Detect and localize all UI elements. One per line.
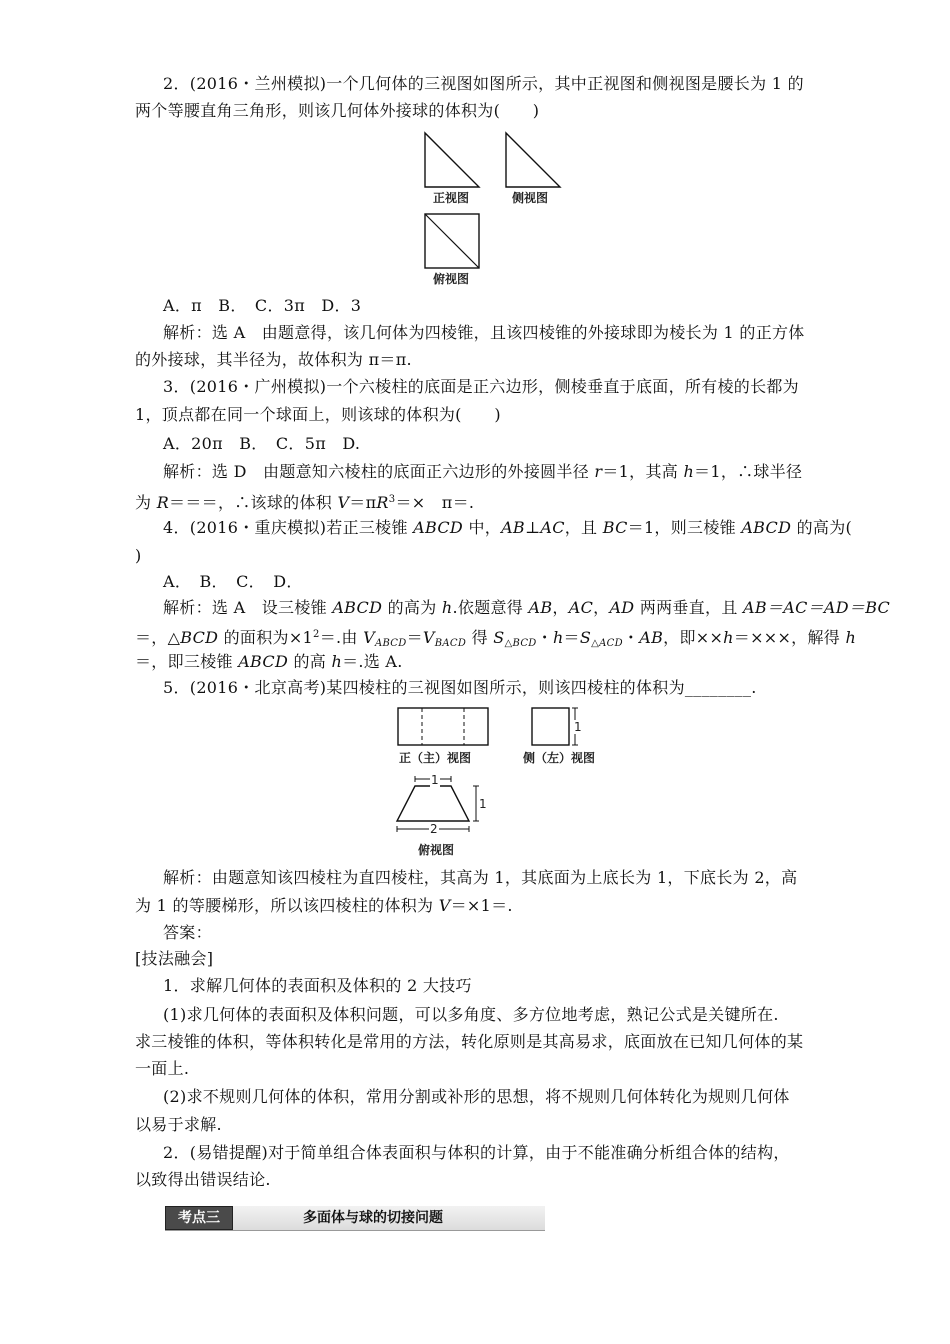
- q5-top-dim-upper-1: 1: [431, 773, 439, 787]
- q2-front-view-label: 正视图: [433, 191, 470, 205]
- q5-solution-line1: 解析：由题意知该四棱柱为直四棱柱，其高为 1，其底面为上底长为 1，下底长为 2，高: [163, 868, 798, 887]
- q3-options: A．20π B． C．5π D.: [163, 434, 361, 453]
- skills-p1-line2: 求三棱锥的体积，等体积转化是常用的方法，转化原则是其高易求，底面放在已知几何体的某: [135, 1032, 804, 1051]
- q2-top-view-diagonal: [425, 214, 479, 268]
- section-tag: 考点三: [165, 1206, 233, 1230]
- q2-solution-line2: 的外接球，其半径为，故体积为 π＝π.: [135, 350, 412, 369]
- section-header-bar: [165, 1206, 545, 1231]
- skills-p1-line1: (1)求几何体的表面积及体积问题，可以多角度、多方位地考虑，熟记公式是关键所在.: [163, 1005, 779, 1024]
- q4-solution-line3: ＝，即三棱锥 ABCD 的高 h＝.选 A.: [135, 652, 403, 671]
- skills-p2-line2: 以易于求解.: [135, 1115, 222, 1134]
- section-title: 多面体与球的切接问题: [303, 1210, 443, 1226]
- q4-stem-line1: 4．(2016・重庆模拟)若正三棱锥 ABCD 中，AB⊥AC，且 BC＝1，则三棱锥 ABCD 的高为(: [163, 518, 853, 537]
- q2-stem-line1: 2．(2016・兰州模拟)一个几何体的三视图如图所示，其中正视图和侧视图是腰长为 1 的: [163, 74, 804, 93]
- q3-stem-line1: 3．(2016・广州模拟)一个六棱柱的底面是正六边形，侧棱垂直于底面，所有棱的长都为: [163, 377, 799, 396]
- q2-options: A．π B． C．3π D．3: [163, 296, 362, 315]
- q3-solution-line2: 为 R＝＝＝，∴该球的体积 $V=\pi R^3=\times$ π＝.: [135, 493, 475, 512]
- skills-p2-line1: (2)求不规则几何体的体积，常用分割或补形的思想，将不规则几何体转化为规则几何体: [163, 1087, 790, 1106]
- skills-title: [技法融会]: [135, 949, 214, 968]
- q5-stem-line1: 5．(2016・北京高考)某四棱柱的三视图如图所示，则该四棱柱的体积为________.: [163, 678, 757, 697]
- q2-top-view-label: 俯视图: [433, 272, 470, 286]
- q3-stem-line2: 1，顶点都在同一个球面上，则该球的体积为( ): [135, 405, 501, 424]
- q4-stem-line2: ): [135, 546, 142, 565]
- q2-three-view-figure: [420, 128, 540, 288]
- q5-top-view-label: 俯视图: [418, 843, 455, 857]
- q5-solution-line2: 为 1 的等腰梯形，所以该四棱柱的体积为 V＝×1＝.: [135, 896, 513, 915]
- skills-item2-line1: 2．(易错提醒)对于简单组合体表面积与体积的计算，由于不能准确分析组合体的结构，: [163, 1143, 790, 1162]
- q5-answer: 答案：: [163, 923, 212, 942]
- q2-side-view-triangle: [506, 133, 560, 187]
- q5-front-view-rect: [398, 708, 488, 745]
- q5-side-dim-1: 1: [574, 720, 582, 734]
- q5-top-view-trapezoid: [397, 786, 469, 821]
- q4-options: A． B． C． D．: [163, 572, 303, 591]
- q5-front-view-label: 正（主）视图: [399, 751, 472, 765]
- q2-front-view-triangle: [425, 133, 479, 187]
- q2-solution-line1: 解析：选 A 由题意得，该几何体为四棱锥，且该四棱锥的外接球即为棱长为 1 的正方体: [163, 323, 805, 342]
- skills-item1: 1．求解几何体的表面积及体积的 2 大技巧: [163, 976, 472, 995]
- q5-top-dim-lower-2: 2: [430, 822, 438, 836]
- q3-solution-line1: 解析：选 D 由题意知六棱柱的底面正六边形的外接圆半径 r＝1，其高 h＝1，∴球半径: [163, 462, 803, 481]
- skills-item2-line2: 以致得出错误结论.: [135, 1170, 271, 1189]
- q5-three-view-figure: [380, 700, 620, 850]
- q4-solution-line1: 解析：选 A 设三棱锥 ABCD 的高为 h.依题意得 AB，AC，AD 两两垂直，且 AB＝AC＝AD＝BC: [163, 598, 891, 617]
- q5-side-view-label: 侧（左）视图: [523, 751, 596, 765]
- q5-top-dim-height-1: 1: [479, 797, 487, 811]
- q2-side-view-label: 侧视图: [512, 191, 549, 205]
- q5-side-view-rect: [532, 708, 569, 745]
- skills-p1-line3: 一面上.: [135, 1059, 190, 1078]
- q4-solution-line2: ＝，△BCD 的面积为$\times 1^2=$.由 $V_{ABCD}=V_{BACD}$ 得 $S_{\triangle BCD}$・$h=S_{\triangle ACD}$・AB，即××h＝×××，解得 h: [135, 628, 857, 649]
- q2-stem-line2: 两个等腰直角三角形，则该几何体外接球的体积为( ): [135, 101, 540, 120]
